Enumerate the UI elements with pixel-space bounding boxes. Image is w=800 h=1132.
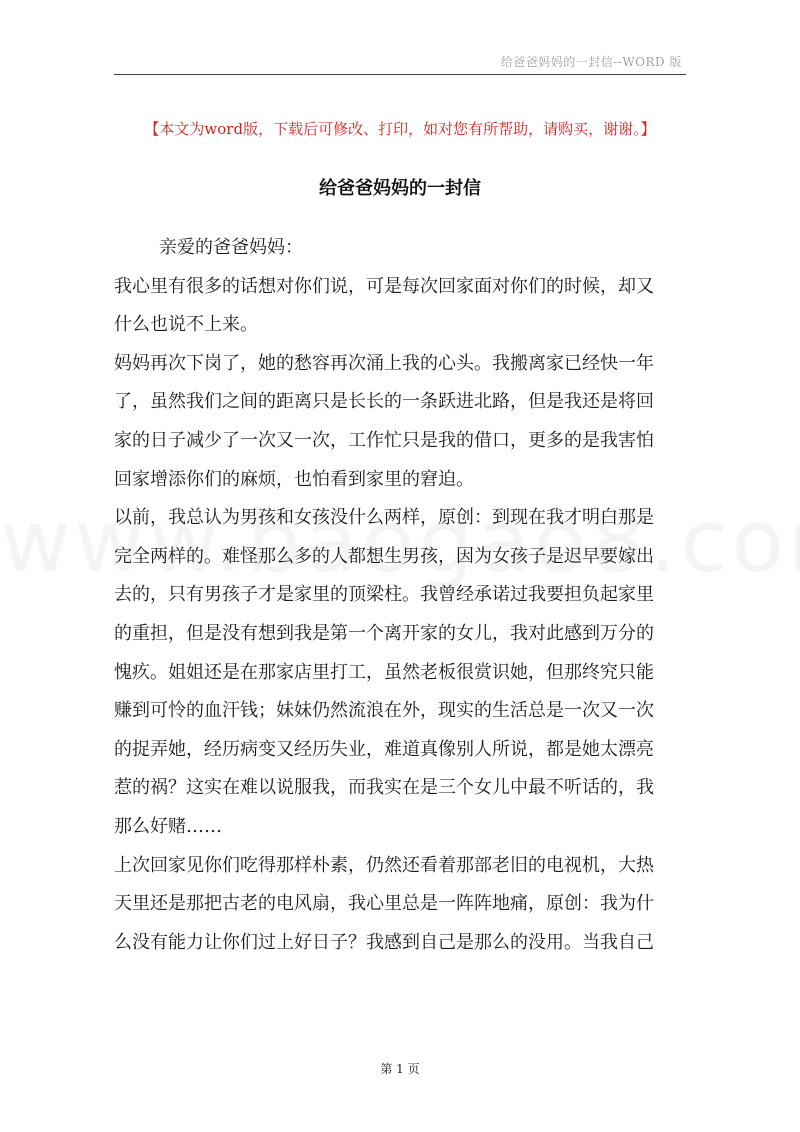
body-line: 以前，我总认为男孩和女孩没什么两样，原创：到现在我才明白那是 <box>114 507 654 529</box>
body-line: 回家增添你们的麻烦，也怕看到家里的窘迫。 <box>114 468 474 490</box>
body-line: 那么好赌…… <box>114 815 222 837</box>
document-title: 给爸爸妈妈的一封信 <box>319 178 481 199</box>
page-number: 第 1 页 <box>380 1062 420 1076</box>
body-line: 妈妈再次下岗了，她的愁容再次涌上我的心头。我搬离家已经快一年 <box>114 352 654 374</box>
body-line: 赚到可怜的血汗钱；妹妹仍然流浪在外，现实的生活总是一次又一次 <box>114 700 654 722</box>
salutation: 亲爱的爸爸妈妈： <box>159 237 303 258</box>
body-line: 去的，只有男孩子才是家里的顶梁柱。我曾经承诺过我要担负起家里 <box>114 584 654 606</box>
body-line: 上次回家见你们吃得那样朴素，仍然还看着那部老旧的电视机，大热 <box>114 854 654 876</box>
word-version-notice: 【本文为word版，下载后可修改、打印，如对您有所帮助，请购买，谢谢。】 <box>144 120 656 138</box>
body-line: 天里还是那把古老的电风扇，我心里总是一阵阵地痛，原创：我为什 <box>114 893 654 915</box>
body-line: 愧疚。姐姐还是在那家店里打工，虽然老板很赏识她，但那终究只能 <box>114 661 654 683</box>
body-line: 惹的祸？这实在难以说服我，而我实在是三个女儿中最不听话的，我 <box>114 777 654 799</box>
running-header: 给爸爸妈妈的一封信--WORD 版 <box>500 55 682 69</box>
body-line: 家的日子减少了一次又一次，工作忙只是我的借口，更多的是我害怕 <box>114 429 654 451</box>
letter-body <box>114 229 686 962</box>
header-divider <box>114 74 686 75</box>
body-line: 了，虽然我们之间的距离只是长长的一条跃进北路，但是我还是将回 <box>114 391 654 413</box>
body-line: 完全两样的。难怪那么多的人都想生男孩，因为女孩子是迟早要嫁出 <box>114 545 654 567</box>
body-line: 什么也说不上来。 <box>114 314 258 336</box>
body-line: 的捉弄她，经历病变又经历失业，难道真像别人所说，都是她太漂亮 <box>114 738 654 760</box>
body-line: 么没有能力让你们过上好日子？我感到自己是那么的没用。当我自己 <box>114 931 654 953</box>
body-line: 我心里有很多的话想对你们说，可是每次回家面对你们的时候，却又 <box>114 275 654 297</box>
body-line: 的重担，但是没有想到我是第一个离开家的女儿，我对此感到万分的 <box>114 622 654 644</box>
